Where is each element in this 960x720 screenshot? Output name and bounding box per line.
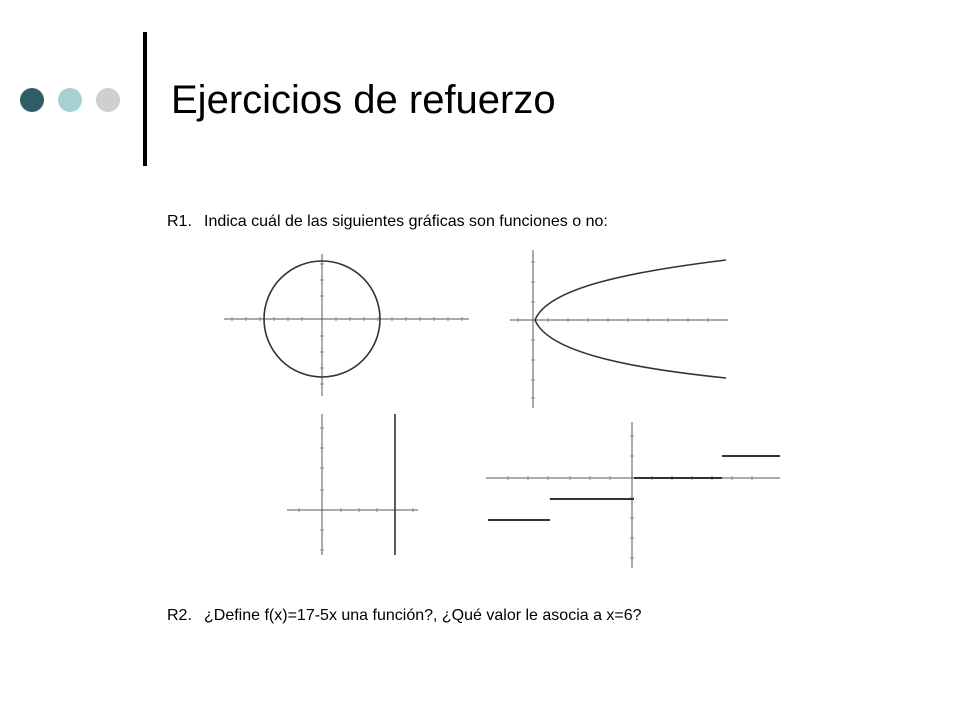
bullet-dot-light [58,88,82,112]
title-accent-bar [143,32,147,166]
exercise-number: R1. [167,213,192,230]
bullet-dot-gray [96,88,120,112]
graph-step [486,420,782,570]
graph-vertical-lines [285,412,420,557]
exercise-number: R2. [167,607,192,624]
page-title: Ejercicios de refuerzo [171,78,556,122]
exercise-r1 [167,212,608,232]
exercise-text: Indica cuál de las siguientes gráficas son funciones o no: [204,213,608,230]
graph-parabola [508,248,730,410]
exercise-text: ¿Define f(x)=17-5x una función?, ¿Qué valor le asocia a x=6? [204,607,642,624]
exercise-r2 [167,606,642,626]
parabola-curve [535,260,726,378]
graph-circle [222,250,472,400]
bullet-dot-dark [20,88,44,112]
